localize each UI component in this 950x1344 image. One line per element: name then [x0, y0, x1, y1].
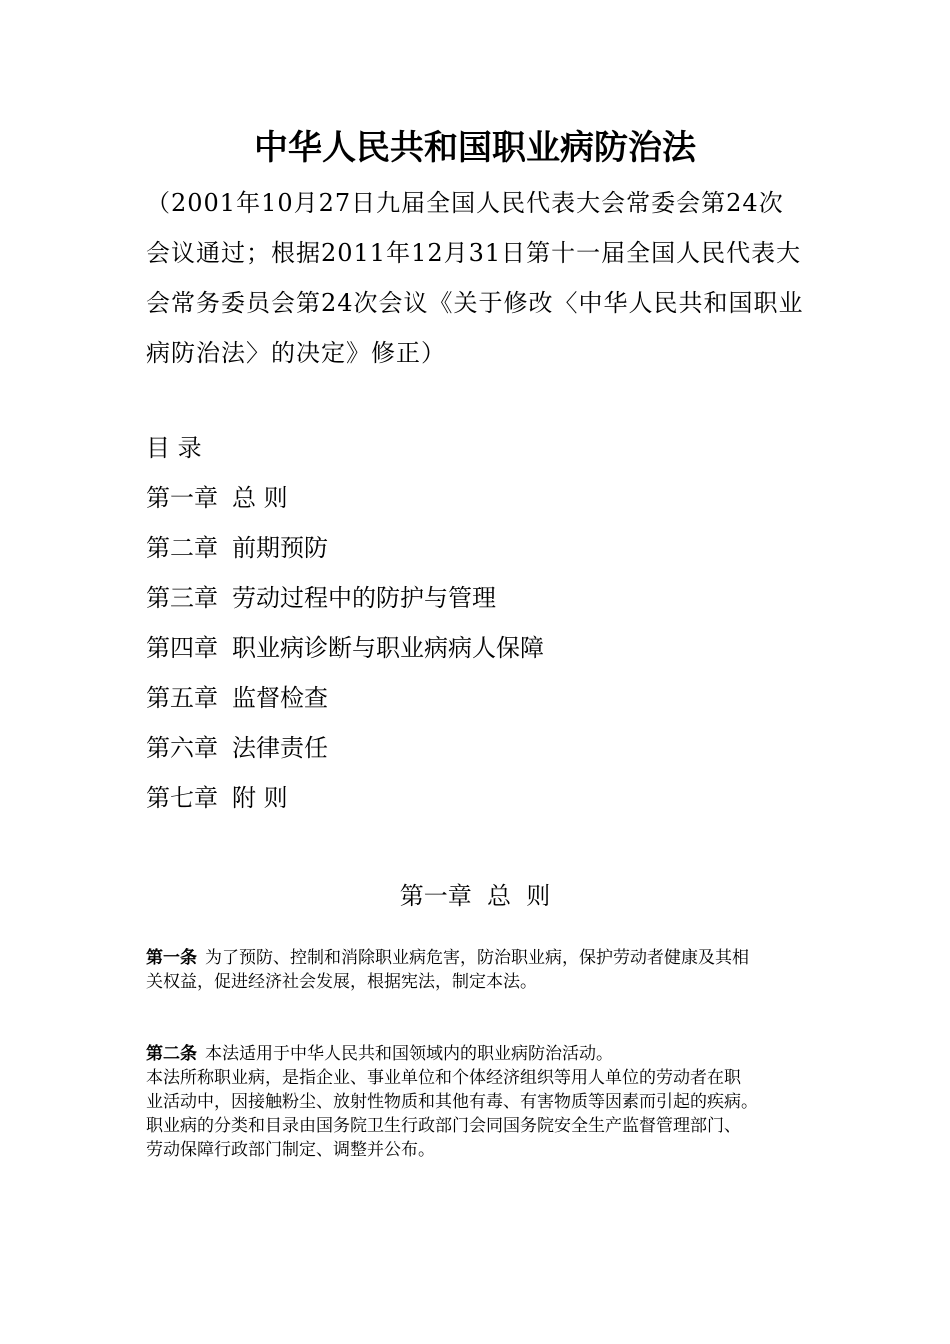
toc-item — [146, 628, 544, 668]
document-title: 中华人民共和国职业病防治法 — [254, 128, 696, 168]
toc-chapter-number: 第七章 — [146, 784, 218, 812]
article-line: 业活动中，因接触粉尘、放射性物质和其他有毒、有害物质等因素而引起的疾病。 — [146, 1092, 758, 1112]
toc-chapter-number: 第三章 — [146, 584, 218, 612]
toc-item — [146, 528, 328, 568]
article-first-line — [146, 1042, 810, 1066]
toc-heading: 目 录 — [146, 434, 202, 462]
toc-chapter-number: 第一章 — [146, 484, 218, 512]
toc-chapter-name: 前期预防 — [232, 534, 328, 562]
article-1 — [146, 946, 810, 994]
toc-item — [146, 728, 328, 768]
article-label: 第二条 — [146, 1044, 197, 1064]
article-2 — [146, 1042, 810, 1162]
subtitle-line: 会常务委员会第24次会议《关于修改〈中华人民共和国职业 — [146, 289, 804, 317]
toc-chapter-name: 总 则 — [232, 484, 288, 512]
toc-chapter-number: 第五章 — [146, 684, 218, 712]
toc-chapter-number: 第四章 — [146, 634, 218, 662]
article-text: 为了预防、控制和消除职业病危害，防治职业病，保护劳动者健康及其相 — [205, 948, 749, 968]
chapter-heading: 第一章 总 则 — [399, 882, 551, 910]
toc-chapter-name: 职业病诊断与职业病病人保障 — [232, 634, 544, 662]
article-line: 本法所称职业病，是指企业、事业单位和个体经济组织等用人单位的劳动者在职 — [146, 1068, 741, 1088]
toc-item — [146, 778, 288, 818]
article-text: 本法适用于中华人民共和国领域内的职业病防治活动。 — [205, 1044, 613, 1064]
toc-chapter-name: 劳动过程中的防护与管理 — [232, 584, 496, 612]
toc-chapter-number: 第二章 — [146, 534, 218, 562]
toc-chapter-name: 附 则 — [232, 784, 288, 812]
toc-item — [146, 578, 496, 618]
subtitle-line: 会议通过；根据2011年12月31日第十一届全国人民代表大 — [146, 239, 802, 267]
article-line: 职业病的分类和目录由国务院卫生行政部门会同国务院安全生产监督管理部门、 — [146, 1116, 741, 1136]
article-first-line — [146, 946, 810, 970]
document-subtitle — [146, 178, 810, 378]
subtitle-line: 病防治法〉的决定》修正） — [146, 339, 446, 367]
article-line: 关权益，促进经济社会发展，根据宪法，制定本法。 — [146, 972, 537, 992]
toc-chapter-name: 监督检查 — [232, 684, 328, 712]
article-label: 第一条 — [146, 948, 197, 968]
toc-item — [146, 478, 288, 518]
toc-chapter-number: 第六章 — [146, 734, 218, 762]
toc-chapter-name: 法律责任 — [232, 734, 328, 762]
article-line: 劳动保障行政部门制定、调整并公布。 — [146, 1140, 435, 1160]
subtitle-line: （2001年10月27日九届全国人民代表大会常委会第24次 — [146, 189, 784, 217]
toc-item — [146, 678, 328, 718]
